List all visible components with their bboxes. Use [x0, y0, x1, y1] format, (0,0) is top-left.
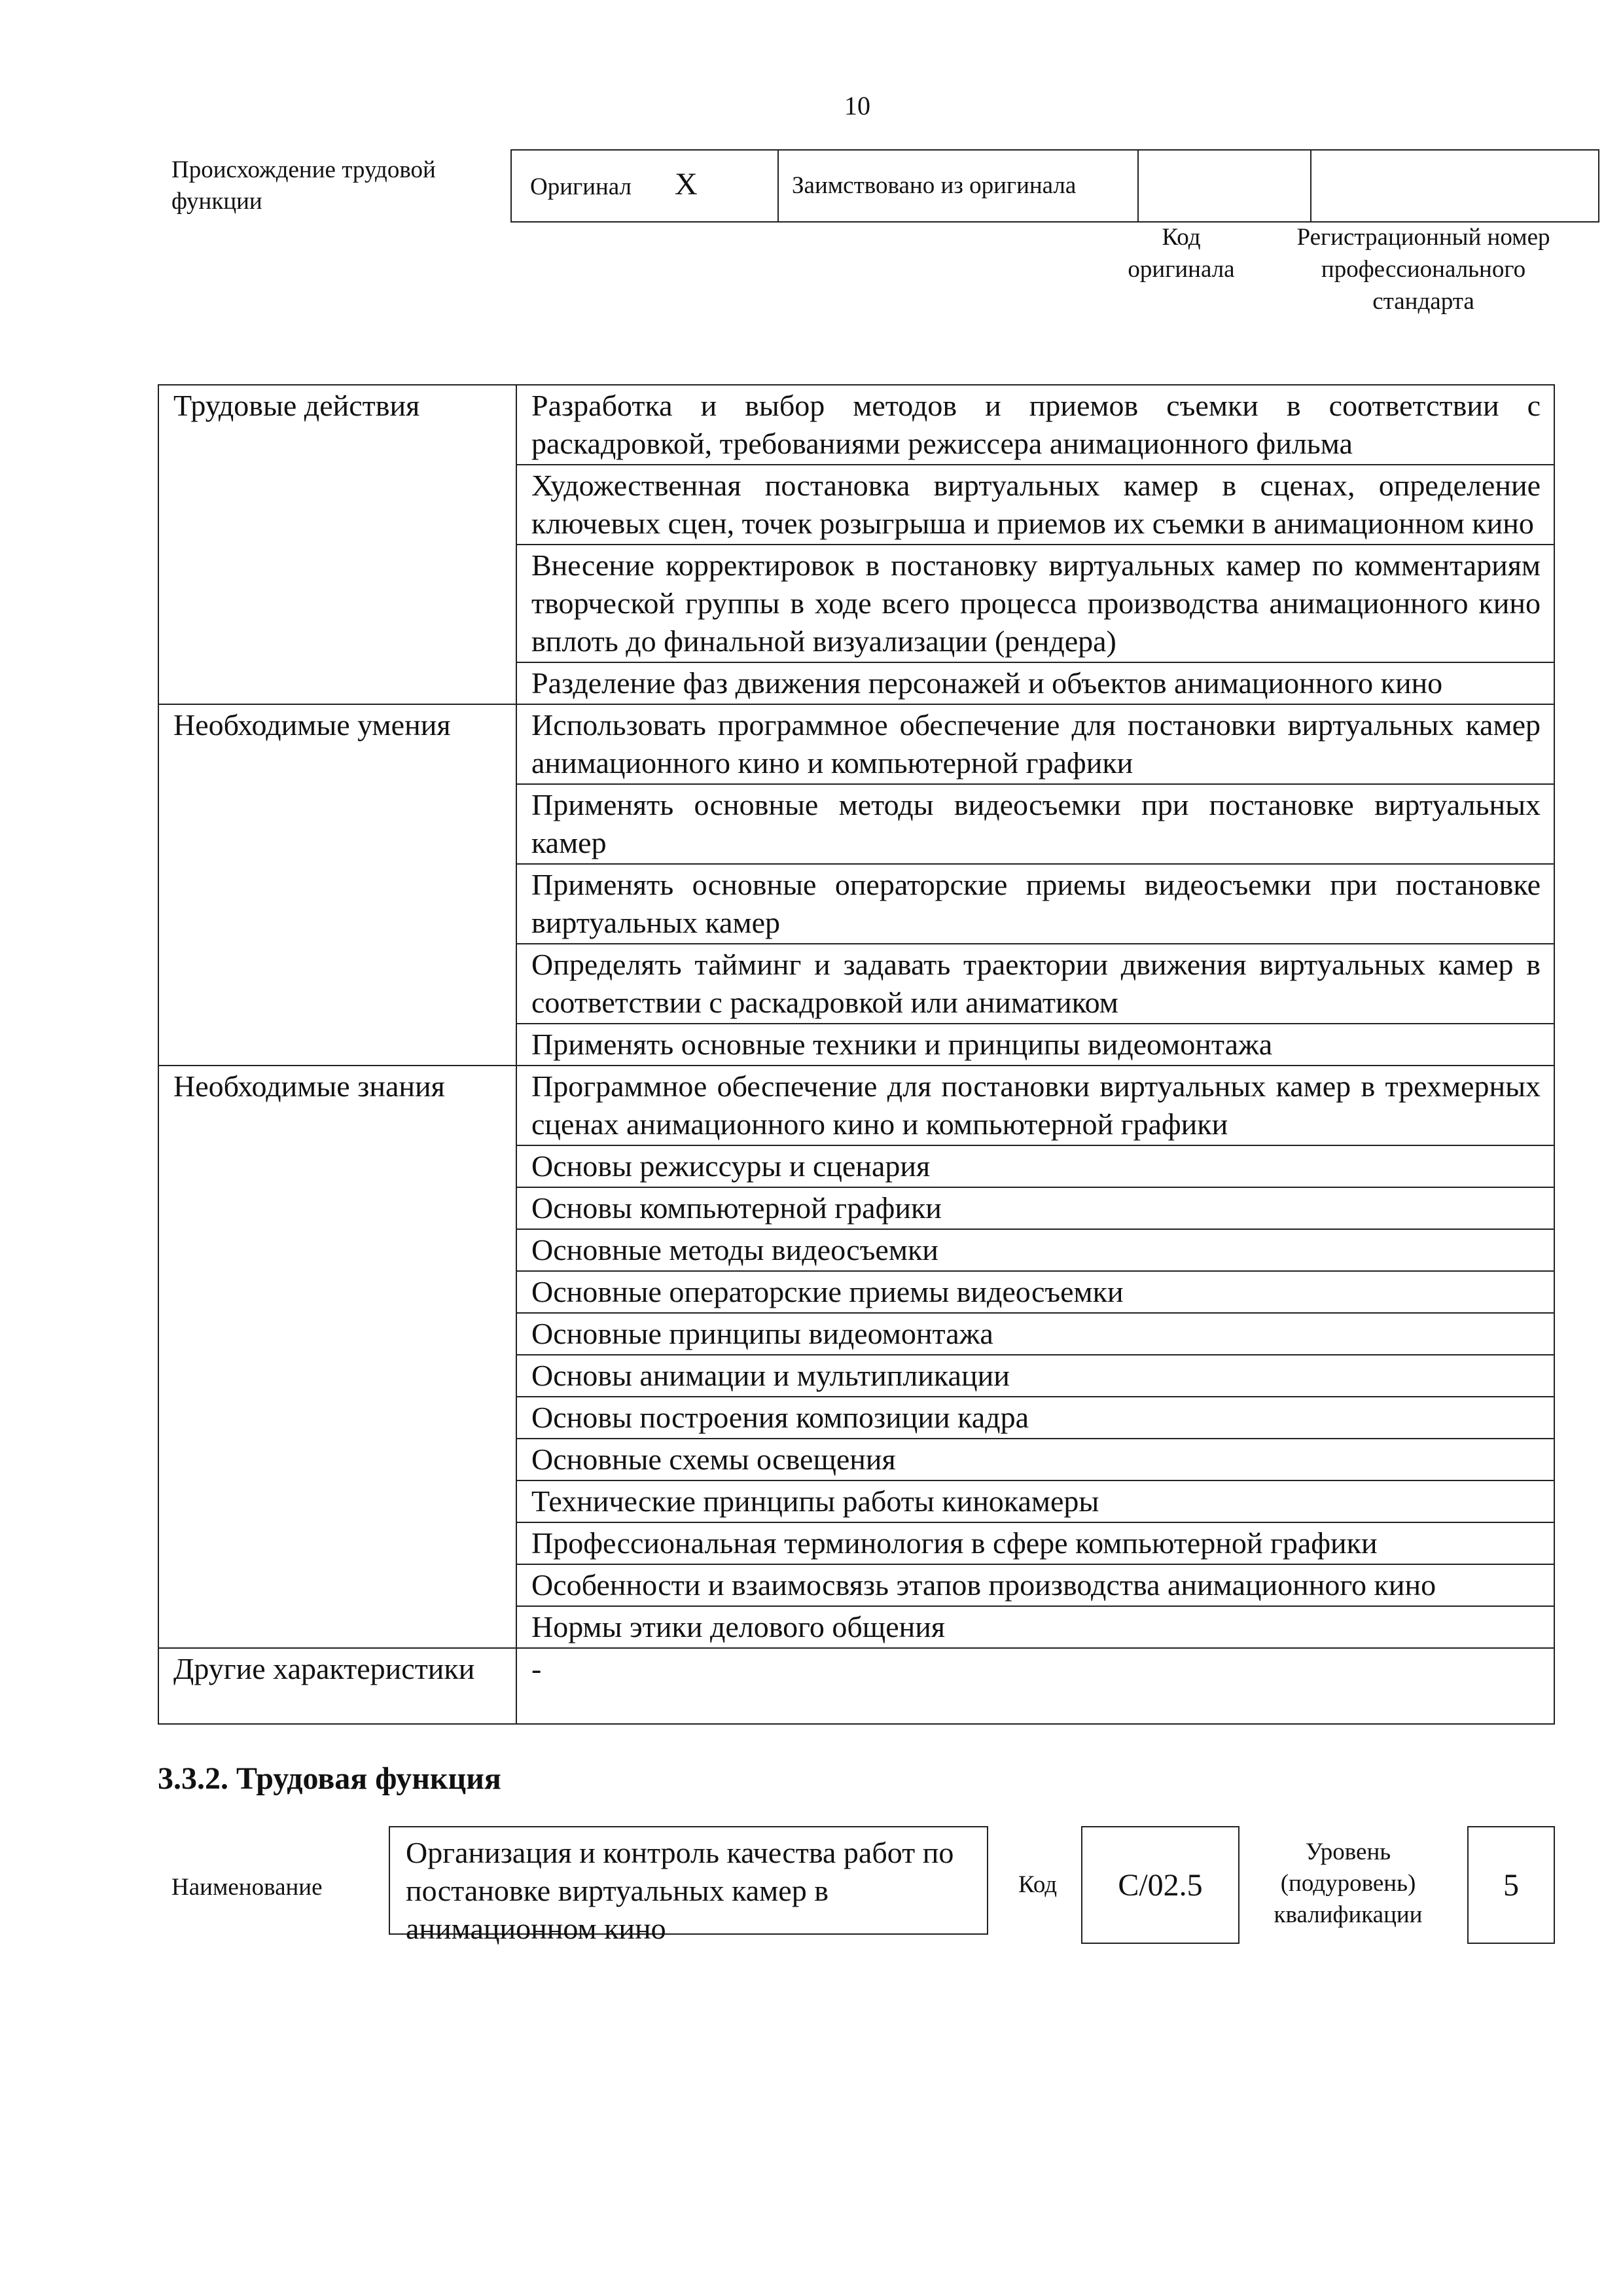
original-cell — [511, 150, 778, 222]
origin-table — [510, 149, 1599, 223]
code-caption: Код оригинала — [1128, 224, 1235, 283]
function-name-value: Организация и контроль качества работ по постановке виртуальных камер в анимационном кино — [406, 1836, 954, 1945]
function-level-value: 5 — [1503, 1867, 1519, 1903]
knowledge-item: Основные схемы освещения — [516, 1439, 1554, 1480]
function-code-label: Код — [1018, 1871, 1058, 1898]
knowledge-item: Программное обеспечение для постановки виртуальных камер в трехмерных сценах анимационного кино и компьютерной графики — [516, 1066, 1554, 1145]
other-label: Другие характеристики — [158, 1648, 516, 1724]
original-mark: X — [675, 167, 698, 202]
action-item: Внесение корректировок в постановку виртуальных камер по комментариям творческой группы в ходе всего процесса производства анимационного кино вплоть до финальной визуализации (рендера) — [516, 545, 1554, 662]
knowledge-item: Основные принципы видеомонтажа — [516, 1313, 1554, 1355]
table-row — [158, 385, 1554, 465]
function-code-value: С/02.5 — [1118, 1867, 1203, 1903]
table-row — [158, 704, 1554, 784]
knowledge-item: Профессиональная терминология в сфере компьютерной графики — [516, 1522, 1554, 1564]
reg-number-cell — [1311, 150, 1599, 222]
borrowed-cell — [778, 150, 1138, 222]
skill-item: Применять основные техники и принципы видеомонтажа — [516, 1024, 1554, 1066]
skill-item: Применять основные методы видеосъемки при постановке виртуальных камер — [516, 784, 1554, 864]
knowledge-item: Основы построения композиции кадра — [516, 1397, 1554, 1439]
function-code-box — [1081, 1826, 1240, 1944]
knowledge-label: Необходимые знания — [158, 1066, 516, 1648]
skills-label: Необходимые умения — [158, 704, 516, 1066]
table-row — [158, 1648, 1554, 1724]
action-item: Разработка и выбор методов и приемов съемки в соответствии с раскадровкой, требованиями режиссера анимационного фильма — [516, 385, 1554, 465]
knowledge-item: Основные операторские приемы видеосъемки — [516, 1271, 1554, 1313]
function-level-box — [1467, 1826, 1555, 1944]
table-row — [158, 1066, 1554, 1145]
skill-item: Определять тайминг и задавать траектории движения виртуальных камер в соответствии с раскадровкой или аниматиком — [516, 944, 1554, 1024]
knowledge-item: Технические принципы работы кинокамеры — [516, 1480, 1554, 1522]
action-item: Художественная постановка виртуальных камер в сценах, определение ключевых сцен, точек розыгрыша и приемов их съемки в анимационном кино — [516, 465, 1554, 545]
section-heading: 3.3.2. Трудовая функция — [158, 1761, 501, 1796]
knowledge-item: Основы режиссуры и сценария — [516, 1145, 1554, 1187]
original-code-cell — [1138, 150, 1311, 222]
reg-caption: Регистрационный номер профессионального стандарта — [1296, 224, 1550, 315]
function-level-label: Уровень (подуровень) квалификации — [1274, 1839, 1423, 1928]
borrowed-label: Заимствовано из оригинала — [792, 172, 1077, 199]
function-name-box — [389, 1826, 988, 1945]
actions-label: Трудовые действия — [158, 385, 516, 704]
original-label: Оригинал — [530, 173, 632, 200]
skill-item: Применять основные операторские приемы видеосъемки при постановке виртуальных камер — [516, 864, 1554, 944]
skill-item: Использовать программное обеспечение для постановки виртуальных камер анимационного кино и компьютерной графики — [516, 704, 1554, 784]
action-item: Разделение фаз движения персонажей и объектов анимационного кино — [516, 662, 1554, 704]
knowledge-item: Основы компьютерной графики — [516, 1187, 1554, 1229]
knowledge-item: Основные методы видеосъемки — [516, 1229, 1554, 1271]
knowledge-item: Нормы этики делового общения — [516, 1606, 1554, 1648]
origin-label: Происхождение трудовой функции — [171, 156, 436, 215]
page-number: 10 — [844, 91, 870, 120]
knowledge-item: Особенности и взаимосвязь этапов производства анимационного кино — [516, 1564, 1554, 1606]
other-value: - — [516, 1648, 1554, 1724]
function-name-label: Наименование — [171, 1874, 323, 1901]
knowledge-item: Основы анимации и мультипликации — [516, 1355, 1554, 1397]
function-details-table — [158, 384, 1555, 1725]
